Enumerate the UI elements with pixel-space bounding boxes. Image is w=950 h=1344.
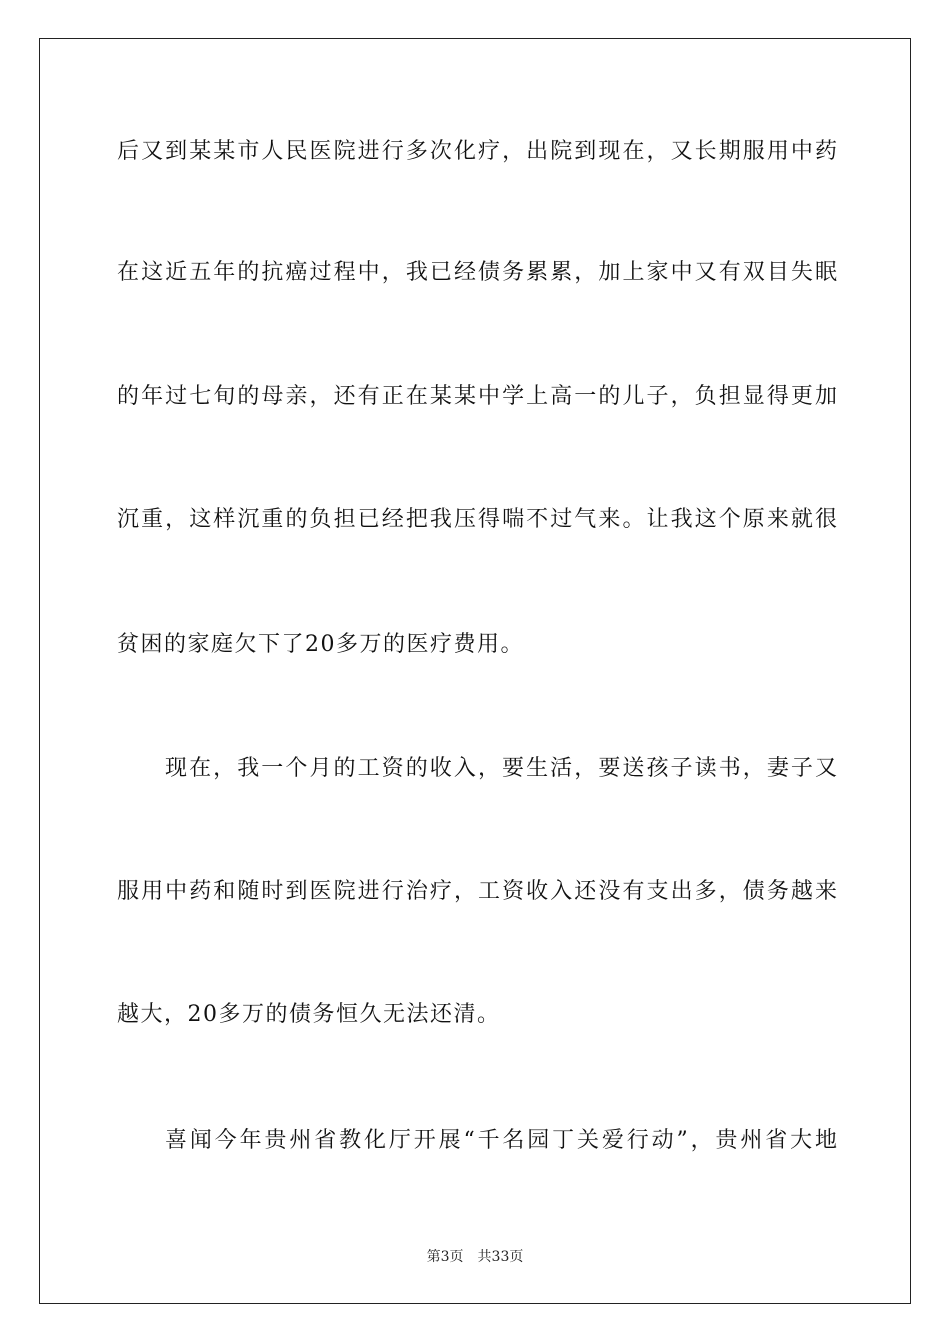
- page-border: [39, 38, 911, 1304]
- text-line-7: 服用中药和随时到医院进行治疗，工资收入还没有支出多，债务越来: [117, 879, 837, 904]
- text-line-1: 后又到某某市人民医院进行多次化疗，出院到现在，又长期服用中药: [117, 139, 837, 164]
- text-line-2: 在这近五年的抗癌过程中，我已经债务累累，加上家中又有双目失眠: [117, 260, 837, 285]
- text-line-4: 沉重，这样沉重的负担已经把我压得喘不过气来。让我这个原来就很: [117, 507, 837, 532]
- text-line-9: 喜闻今年贵州省教化厅开展“千名园丁关爱行动”，贵州省大地: [165, 1128, 837, 1153]
- text-line-8: 越大，20多万的债务恒久无法还清。: [117, 1002, 501, 1027]
- text-line-3: 的年过七旬的母亲，还有正在某某中学上高一的儿子，负担显得更加: [117, 384, 837, 409]
- page-number: 第3页: [426, 1249, 464, 1265]
- text-line-6: 现在，我一个月的工资的收入，要生活，要送孩子读书，妻子又: [165, 756, 837, 781]
- page-footer: [0, 1247, 950, 1267]
- total-pages: 共33页: [477, 1249, 524, 1265]
- text-line-5: 贫困的家庭欠下了20多万的医疗费用。: [117, 632, 524, 657]
